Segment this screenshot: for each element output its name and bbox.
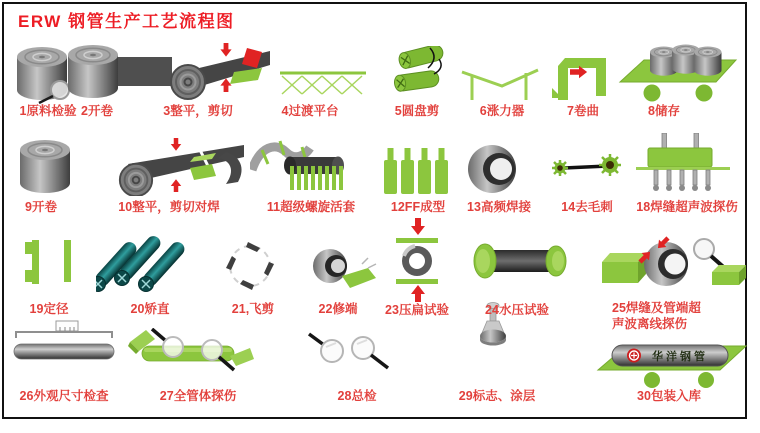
step-label-2: 2开卷: [81, 104, 113, 118]
step-label-10: 10整平，剪切对焊: [118, 200, 220, 214]
step-label-21: 21,飞剪: [231, 302, 275, 316]
offline-ut-icon: [600, 236, 746, 292]
end-facing-icon: [310, 246, 380, 290]
step-label-9: 9开卷: [25, 200, 57, 214]
storage-cart-icon: [616, 42, 738, 102]
step-label-22: 22修端: [318, 302, 358, 316]
level-shear-weld-icon: [106, 138, 252, 196]
spiral-looper-icon: [250, 136, 350, 198]
step-label-5: 5圆盘剪: [394, 104, 440, 118]
step-label-6: 6涨力器: [479, 104, 525, 118]
step-label-14: 14去毛刺: [561, 200, 613, 214]
platform-icon: [278, 68, 368, 98]
ff-forming-icon: [384, 148, 448, 196]
dimension-check-icon: [12, 320, 118, 368]
packing-cart-icon: [596, 340, 748, 388]
step-label-20: 20矫直: [130, 302, 170, 316]
pipe-brand-text: 华洋钢管: [652, 351, 708, 363]
step-label-13: 13高频焊接: [467, 200, 531, 214]
step-label-1: 1原料检验: [19, 104, 77, 118]
straightening-icon: [96, 230, 186, 294]
step-label-26: 26外观尺寸检查: [19, 389, 109, 403]
step-label-24: 24水压试验: [485, 303, 549, 317]
step-label-25-line1: 25焊缝及管端超: [612, 301, 701, 315]
flattening-test-icon: [390, 216, 446, 302]
step-label-8: 8储存: [648, 104, 680, 118]
leveling-shear-icon: [148, 40, 278, 102]
deburr-icon: [548, 150, 624, 186]
step-label-18: 18焊缝超声波探伤: [636, 200, 738, 214]
flying-shear-icon: [222, 236, 278, 294]
recoil-icon: [550, 52, 612, 102]
uncoiler2-icon: [16, 138, 76, 196]
step-label-3: 3整平，剪切: [163, 104, 233, 118]
step-label-27: 27全管体探伤: [159, 389, 237, 403]
tensioner-icon: [460, 62, 540, 102]
page-title: ERW 钢管生产工艺流程图: [18, 12, 235, 31]
sizing-icon: [22, 238, 80, 288]
final-inspection-icon: [306, 331, 394, 373]
full-body-ndt-icon: [128, 328, 256, 378]
step-label-30: 30包装入库: [637, 389, 701, 403]
step-label-7: 7卷曲: [567, 104, 599, 118]
step-label-25-line2: 声波离线探伤: [612, 317, 688, 331]
step-label-12: 12FF成型: [390, 200, 446, 214]
magnifier-icon: [163, 337, 183, 357]
step-label-23: 23压扁试验: [385, 303, 449, 317]
step-label-28: 28总检: [337, 389, 377, 403]
step-label-29: 29标志、涂层: [458, 389, 536, 403]
hf-welding-icon: [466, 142, 526, 196]
step-label-25: [612, 300, 742, 332]
hydro-test-icon: [472, 241, 568, 289]
ultrasonic-tester-icon: [636, 133, 730, 195]
step-label-11: 11超级螺旋活套: [266, 200, 356, 214]
step-label-4: 4过渡平台: [281, 104, 339, 118]
magnifier-icon: [321, 340, 343, 362]
disc-shear-icon: [386, 46, 448, 104]
step-label-19: 19定径: [29, 302, 69, 316]
